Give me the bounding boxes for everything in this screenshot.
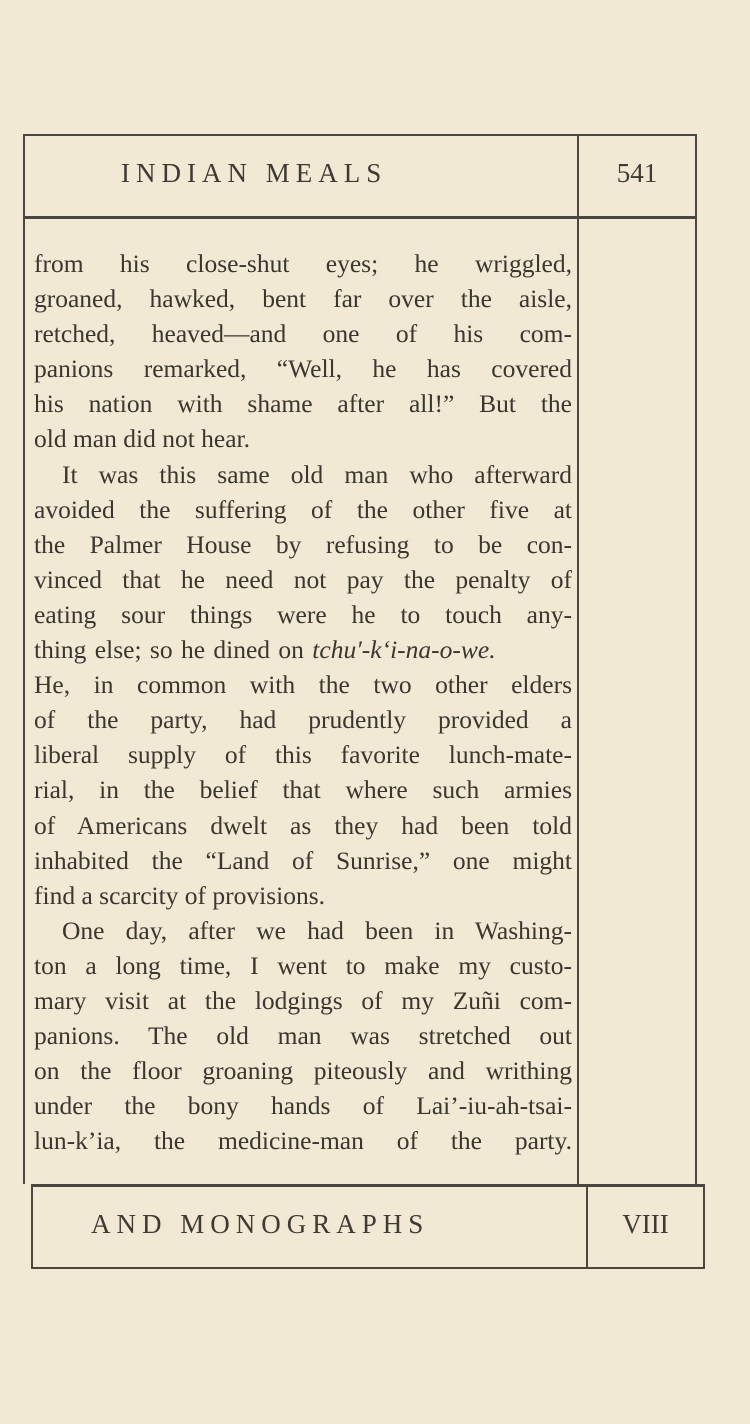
text-segment: thing else; so he dined on: [34, 635, 313, 665]
volume-number: VIII: [622, 1209, 669, 1239]
text-line: lun-k’ia, the medicine-man of the party.: [34, 1126, 572, 1156]
text-line: of Americans dwelt as they had been told: [34, 810, 572, 840]
text-line: liberal supply of this favorite lunch-mate-: [34, 740, 572, 770]
running-footer: [31, 1184, 705, 1269]
text-line: retched, heaved—and one of his com-: [34, 319, 572, 349]
text-line: old man did not hear.: [34, 424, 251, 454]
text-line: groaned, hawked, bent far over the aisle,: [34, 284, 572, 314]
text-line: ton a long time, I went to make my custo-: [34, 950, 572, 980]
text-line: his nation with shame after all!” But the: [34, 389, 572, 419]
text-line: rial, in the belief that where such armies: [34, 775, 572, 805]
text-line: panions remarked, “Well, he has covered: [34, 354, 572, 384]
text-line: He, in common with the two other elders: [34, 670, 572, 700]
text-line: panions. The old man was stretched out: [34, 1021, 572, 1051]
body-text: [34, 246, 572, 1158]
page-number: 541: [616, 158, 658, 188]
text-line: inhabited the “Land of Sunrise,” one might: [34, 845, 572, 875]
text-line: find a scarcity of provisions.: [34, 880, 326, 910]
text-line: vinced that he need not pay the penalty of: [34, 564, 572, 594]
margin-divider: [577, 214, 579, 1184]
text-line: It was this same old man who afterward: [62, 459, 572, 489]
text-line: on the floor groaning piteously and writhing: [34, 1056, 572, 1086]
running-title: INDIAN MEALS: [121, 158, 388, 188]
running-header: [23, 134, 697, 219]
text-line: mary visit at the lodgings of my Zuñi com-: [34, 985, 572, 1015]
text-line: of the party, had prudently provided a: [34, 705, 572, 735]
text-line: [34, 632, 572, 667]
text-line: One day, after we had been in Washing-: [62, 915, 572, 945]
text-line: from his close-shut eyes; he wriggled,: [34, 249, 572, 278]
text-line: avoided the suffering of the other five at: [34, 494, 572, 524]
italic-term: tchu′-k‘i-na-o-we.: [312, 635, 496, 665]
text-line: eating sour things were he to touch any-: [34, 599, 572, 629]
text-line: the Palmer House by refusing to be con-: [34, 529, 572, 559]
footer-title: AND MONOGRAPHS: [91, 1209, 430, 1239]
text-line: under the bony hands of Lai’-iu-ah-tsai-: [34, 1091, 572, 1121]
